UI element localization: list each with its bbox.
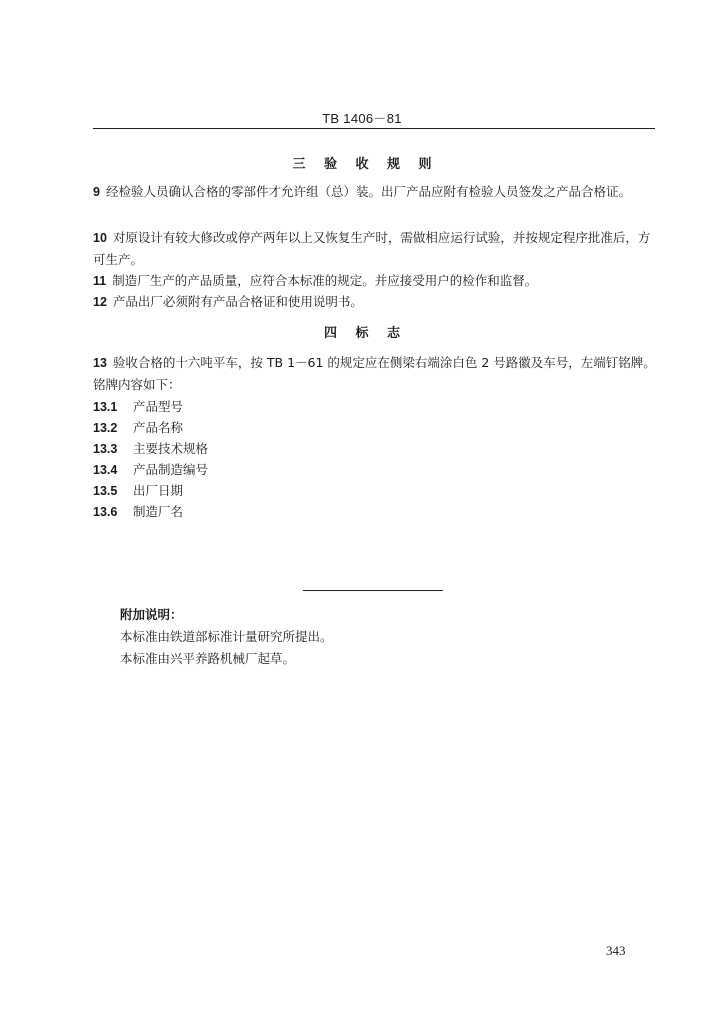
list-item	[93, 439, 208, 457]
item-number: 13.1	[93, 400, 118, 414]
clause-text: 验收合格的十六吨平车，按 TB 1－61 的规定应在侧梁右端涂白色 2 号路徽及车号，左端钉铭牌。铭牌内容如下：	[93, 355, 656, 392]
clause-text: 经检验人员确认合格的零部件才允许组（总）装。出厂产品应附有检验人员签发之产品合格证。	[105, 184, 631, 199]
clause-11	[93, 270, 658, 292]
clause-text: 产品出厂必须附有产品合格证和使用说明书。	[112, 294, 363, 309]
item-text: 主要技术规格	[133, 441, 209, 456]
list-item	[93, 418, 183, 436]
additional-note-line: 本标准由兴平养路机械厂起草。	[120, 651, 296, 666]
list-item	[93, 502, 183, 520]
list-item	[93, 481, 183, 499]
clause-number: 10	[93, 231, 107, 245]
clause-text: 制造厂生产的产品质量，应符合本标准的规定。并应接受用户的检作和监督。	[112, 273, 538, 288]
item-text: 出厂日期	[133, 483, 184, 498]
item-number: 13.4	[93, 463, 118, 477]
item-text: 产品名称	[133, 420, 184, 435]
list-item	[93, 460, 208, 478]
item-text: 产品型号	[133, 399, 184, 414]
clause-10	[93, 227, 658, 270]
clause-text: 对原设计有较大修改或停产两年以上又恢复生产时，需做相应运行试验，并按规定程序批准后，方可生产。	[93, 230, 651, 267]
item-text: 制造厂名	[133, 504, 184, 519]
section-title-marking: 四 标 志	[323, 326, 401, 341]
clause-12	[93, 291, 658, 313]
additional-note-line: 本标准由铁道部标准计量研究所提出。	[120, 629, 333, 644]
end-of-text-rule	[303, 590, 443, 591]
additional-notes-title: 附加说明：	[120, 607, 183, 622]
item-number: 13.6	[93, 505, 118, 519]
section-title-inspection: 三 验 收 规 则	[292, 157, 432, 172]
item-number: 13.2	[93, 421, 118, 435]
clause-9	[93, 181, 658, 203]
list-item	[93, 397, 183, 415]
clause-number: 11	[93, 274, 107, 288]
clause-13	[93, 352, 658, 395]
item-text: 产品制造编号	[133, 462, 209, 477]
clause-number: 9	[93, 185, 100, 199]
clause-number: 12	[93, 295, 107, 309]
item-number: 13.3	[93, 442, 118, 456]
header-rule	[93, 128, 655, 129]
item-number: 13.5	[93, 484, 118, 498]
page-number: 343	[606, 943, 626, 958]
clause-number: 13	[93, 356, 107, 370]
standard-code-header: TB 1406－81	[322, 111, 402, 126]
